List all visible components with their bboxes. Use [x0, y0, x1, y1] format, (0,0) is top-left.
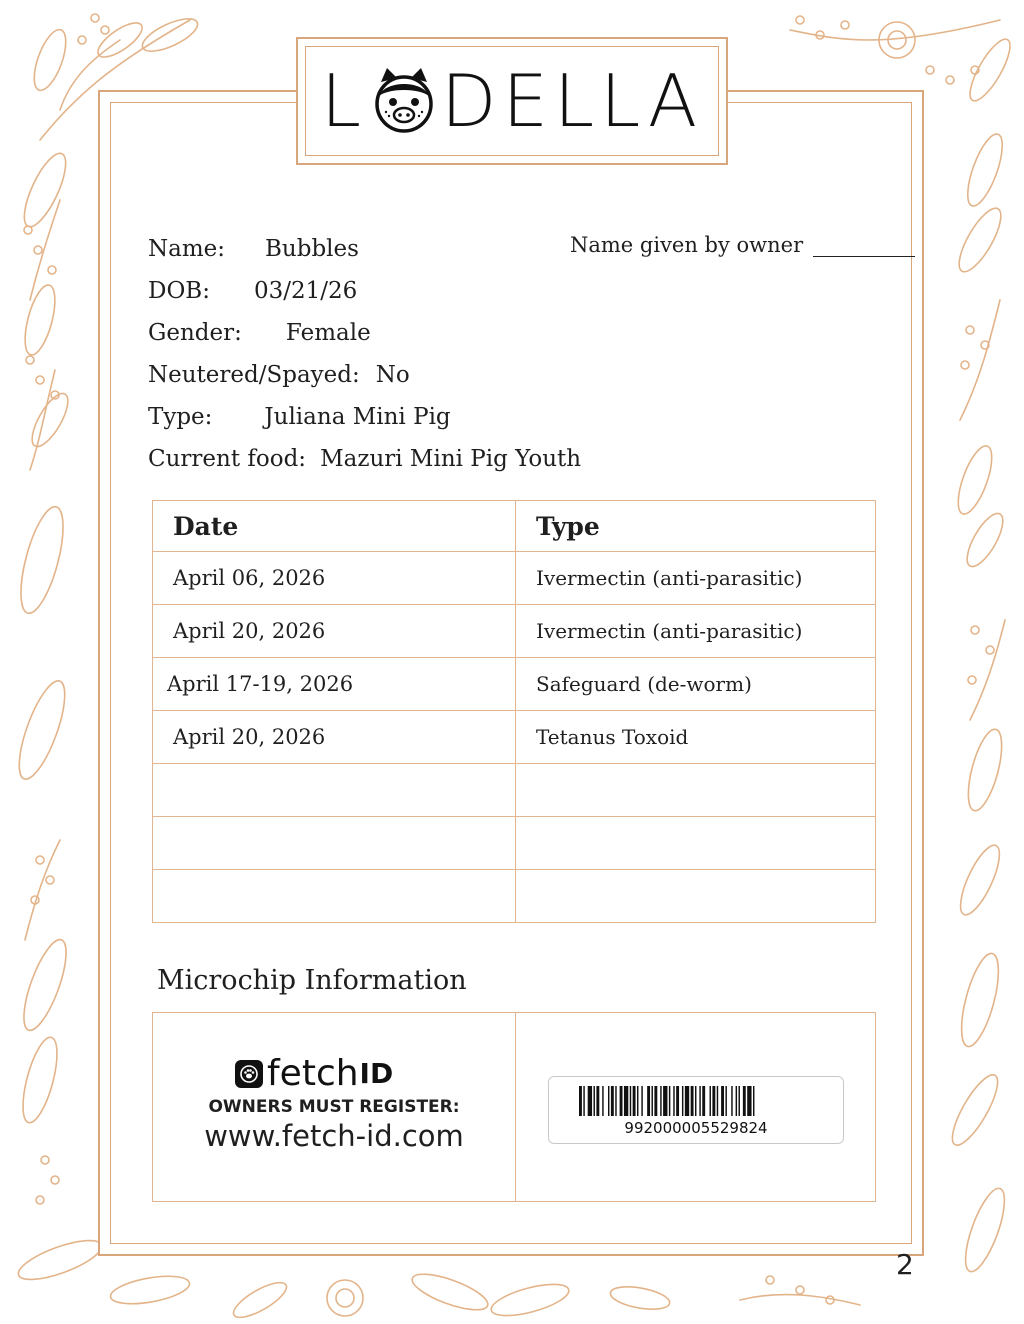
- barcode-bar: [731, 1086, 732, 1116]
- gender-row: [148, 312, 581, 354]
- barcode-bar: [608, 1086, 609, 1116]
- barcode-bar: [620, 1086, 623, 1116]
- owner-name-field: [570, 232, 915, 257]
- gender-label: Gender:: [148, 320, 242, 346]
- barcode-bar: [691, 1086, 694, 1116]
- type-value: Juliana Mini Pig: [264, 404, 451, 430]
- treatment-table: [152, 500, 876, 923]
- barcode-bar: [725, 1086, 726, 1116]
- name-row: [148, 228, 581, 270]
- date-cell: [153, 764, 516, 817]
- type-cell: [516, 817, 876, 870]
- type-label: Type:: [148, 404, 213, 430]
- gender-value: Female: [285, 320, 371, 346]
- dob-value: 03/21/26: [253, 278, 358, 304]
- pet-info: [148, 228, 581, 480]
- barcode-bar: [682, 1086, 683, 1116]
- barcode-bar: [685, 1086, 689, 1116]
- barcode-bar: [579, 1086, 582, 1116]
- date-cell: April 17-19, 2026: [153, 658, 516, 711]
- brand-logo: [320, 59, 704, 143]
- date-cell: April 06, 2026: [153, 552, 516, 605]
- date-header: Date: [153, 501, 516, 552]
- type-cell: Ivermectin (anti-parasitic): [516, 605, 876, 658]
- type-cell: Ivermectin (anti-parasitic): [516, 552, 876, 605]
- table-row: [153, 605, 876, 658]
- table-row: [153, 764, 876, 817]
- barcode-bar: [712, 1086, 715, 1116]
- barcode-bar: [710, 1086, 711, 1116]
- barcode-panel: [516, 1013, 875, 1201]
- logo-plate: [305, 46, 719, 156]
- type-cell: Safeguard (de-worm): [516, 658, 876, 711]
- barcode-bar: [702, 1086, 705, 1116]
- barcode-bar: [594, 1086, 595, 1116]
- barcode-bar: [676, 1086, 679, 1116]
- type-header: Type: [516, 501, 876, 552]
- barcode-icon: [579, 1086, 815, 1116]
- name-value: Bubbles: [265, 236, 359, 262]
- barcode-bar: [747, 1086, 751, 1116]
- fetch-id-logo: [235, 1053, 393, 1094]
- fetch-brand-suffix: ID: [359, 1057, 394, 1090]
- barcode-bar: [588, 1086, 592, 1116]
- barcode-bar: [596, 1086, 599, 1116]
- date-cell: [153, 870, 516, 923]
- barcode-bar: [736, 1086, 737, 1116]
- barcode-bar: [699, 1086, 700, 1116]
- date-cell: [153, 817, 516, 870]
- food-label: Current food:: [148, 446, 307, 472]
- type-row: [148, 396, 581, 438]
- barcode-bar: [753, 1086, 754, 1116]
- barcode-bar: [717, 1086, 718, 1116]
- microchip-box: [152, 1012, 876, 1202]
- barcode-bar: [647, 1086, 650, 1116]
- barcode-bar: [669, 1086, 670, 1116]
- barcode-bar: [583, 1086, 584, 1116]
- barcode-bar: [624, 1086, 628, 1116]
- barcode-bar: [660, 1086, 661, 1116]
- owner-name-blank: [813, 232, 915, 257]
- register-notice: OWNERS MUST REGISTER:: [208, 1097, 460, 1117]
- table-row: [153, 870, 876, 923]
- table-row: [153, 711, 876, 764]
- pig-face-icon: [371, 66, 437, 136]
- fetch-id-panel: [153, 1013, 516, 1201]
- neutered-value: No: [375, 362, 410, 388]
- owner-name-label: Name given by owner: [570, 233, 804, 257]
- barcode-bar: [633, 1086, 636, 1116]
- food-row: [148, 438, 581, 480]
- register-url: www.fetch-id.com: [204, 1119, 464, 1153]
- barcode-bar: [641, 1086, 642, 1116]
- barcode-bar: [630, 1086, 631, 1116]
- barcode-bar: [611, 1086, 614, 1116]
- table-row: [153, 658, 876, 711]
- type-cell: [516, 870, 876, 923]
- barcode-bar: [652, 1086, 653, 1116]
- neutered-label: Neutered/Spayed:: [148, 362, 360, 388]
- barcode-bar: [695, 1086, 696, 1116]
- table-header-row: [153, 501, 876, 552]
- barcode-bar: [663, 1086, 667, 1116]
- dob-label: DOB:: [148, 278, 210, 304]
- type-cell: [516, 764, 876, 817]
- barcode-bar: [637, 1086, 638, 1116]
- date-cell: April 20, 2026: [153, 605, 516, 658]
- page-number: 2: [896, 1248, 914, 1281]
- barcode-bar: [615, 1086, 616, 1116]
- barcode-label: [548, 1076, 844, 1144]
- barcode-bar: [739, 1086, 740, 1116]
- barcode-bar: [743, 1086, 746, 1116]
- table-row: [153, 817, 876, 870]
- chip-number: 992000005529824: [624, 1119, 768, 1137]
- barcode-bar: [673, 1086, 674, 1116]
- fetch-brand-name: fetch: [267, 1053, 359, 1094]
- brand-name-left: L: [320, 59, 368, 143]
- paw-icon: [235, 1060, 263, 1088]
- type-cell: Tetanus Toxoid: [516, 711, 876, 764]
- barcode-bar: [721, 1086, 724, 1116]
- barcode-bar: [654, 1086, 657, 1116]
- name-label: Name:: [148, 236, 226, 262]
- neutered-row: [148, 354, 581, 396]
- microchip-title: Microchip Information: [157, 965, 467, 996]
- barcode-bar: [602, 1086, 603, 1116]
- food-value: Mazuri Mini Pig Youth: [320, 446, 582, 472]
- date-cell: April 20, 2026: [153, 711, 516, 764]
- table-row: [153, 552, 876, 605]
- brand-name-right: DELLA: [441, 59, 704, 143]
- dob-row: [148, 270, 581, 312]
